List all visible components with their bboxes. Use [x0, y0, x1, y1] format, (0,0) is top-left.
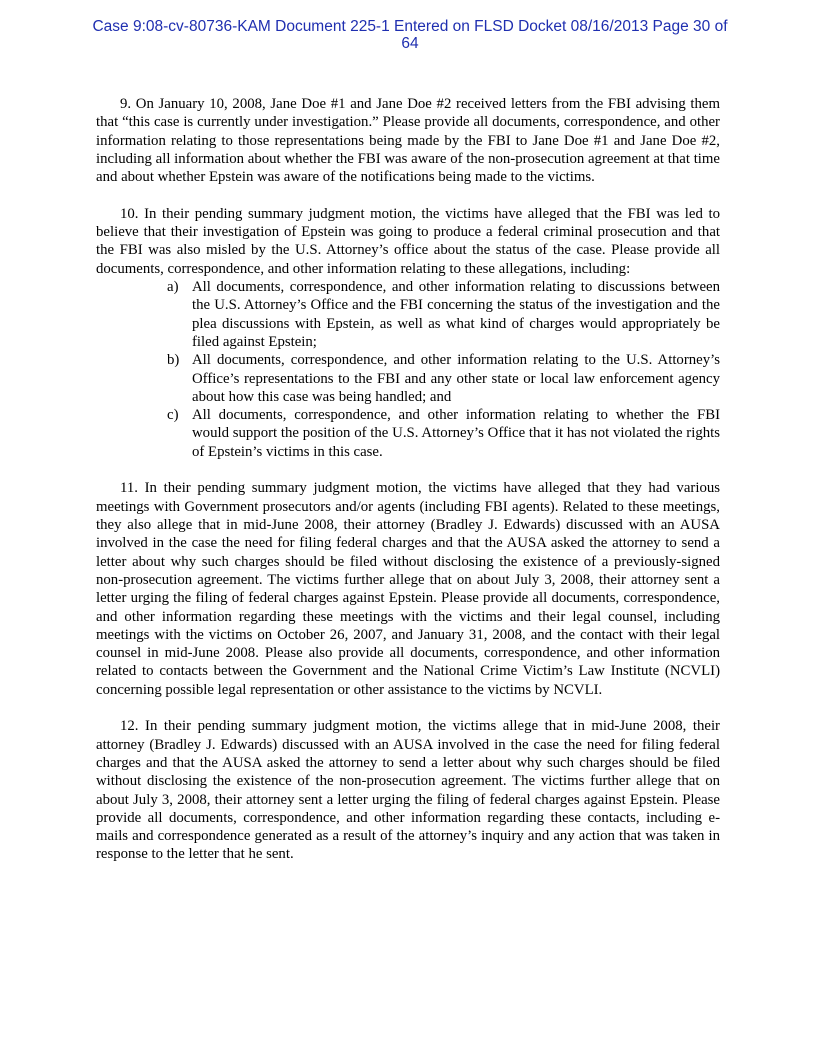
- paragraph-10: 10. In their pending summary judgment motion, the victims have alleged that the FBI was led to believe that their investigation of Epstein was going to produce a federal criminal prosecution and that the FBI was also misled by the U.S. Attorney’s office about the status of the case. Please provide all documents, correspondence, and other information relating to these allegations, including:: [96, 205, 720, 277]
- list-item: [96, 278, 720, 351]
- paragraph-11: 11. In their pending summary judgment motion, the victims have alleged that they had various meetings with Government prosecutors and/or agents (including FBI agents). Related to these meetings, they also allege that in mid-June 2008, their attorney (Bradley J. Edwards) discussed with an AUSA involved in the case the need for filing federal charges and that the AUSA asked the attorney to send a letter about why such charges should be filed without disclosing the existence of a previously-signed non-prosecution agreement. The victims further allege that on about July 3, 2008, their attorney sent a letter urging the filing of federal charges against Epstein. Please provide all documents, correspondence, and other information regarding these meetings with the victims and their legal counsel, including meetings with the victims on October 26, 2007, and January 31, 2008, and the contact with their legal counsel in mid-June 2008. Please also provide all documents, correspondence, and other information related to contacts between the Government and the National Crime Victim’s Law Institute (NCVLI) concerning possible legal representation or other assistance to the victims by NCVLI.: [96, 480, 720, 698]
- list-item-text: All documents, correspondence, and other information relating to the U.S. Attorney’s Office’s representations to the FBI and any other state or local law enforcement agency about how this case was being handled; and: [192, 352, 720, 405]
- paragraph-10-list: [96, 278, 720, 461]
- paragraph-12: 12. In their pending summary judgment motion, the victims allege that in mid-June 2008, their attorney (Bradley J. Edwards) discussed with an AUSA involved in the case the need for filing federal charges and that the AUSA asked the attorney to send a letter about why such charges should be filed without disclosing the existence of the non-prosecution agreement. The victims further allege that on about July 3, 2008, their attorney sent a letter urging the filing of federal charges against Epstein. Please provide all documents, correspondence, and other information regarding these contacts, including e-mails and correspondence generated as a result of the attorney’s inquiry and any action that was taken in response to the letter that he sent.: [96, 718, 720, 863]
- list-marker: c): [167, 407, 179, 424]
- docket-header: [60, 18, 760, 52]
- document-body: [96, 95, 720, 882]
- list-item: [96, 351, 720, 406]
- list-marker: b): [167, 352, 180, 369]
- list-marker: a): [167, 279, 179, 296]
- docket-header-line1: Case 9:08-cv-80736-KAM Document 225-1 Entered on FLSD Docket 08/16/2013 Page 30 of: [92, 18, 728, 35]
- list-item-text: All documents, correspondence, and other information relating to whether the FBI would support the position of the U.S. Attorney’s Office that it has not violated the rights of Epstein’s victims in this case.: [192, 407, 720, 460]
- paragraph-9: 9. On January 10, 2008, Jane Doe #1 and Jane Doe #2 received letters from the FBI advising them that “this case is currently under investigation.” Please provide all documents, correspondence, and other information relating to those representations being made by the FBI to Jane Doe #1 and Jane Doe #2, including all information about whether the FBI was aware of the non-prosecution agreement at that time and about whether Epstein was aware of the notifications being made to the victims.: [96, 96, 720, 186]
- docket-header-line2: 64: [401, 35, 419, 52]
- list-item: [96, 406, 720, 461]
- list-item-text: All documents, correspondence, and other information relating to discussions between the U.S. Attorney’s Office and the FBI concerning the status of the investigation and the plea discussions with Epstein, as well as what kind of charges would appropriately be filed against Epstein;: [192, 279, 720, 350]
